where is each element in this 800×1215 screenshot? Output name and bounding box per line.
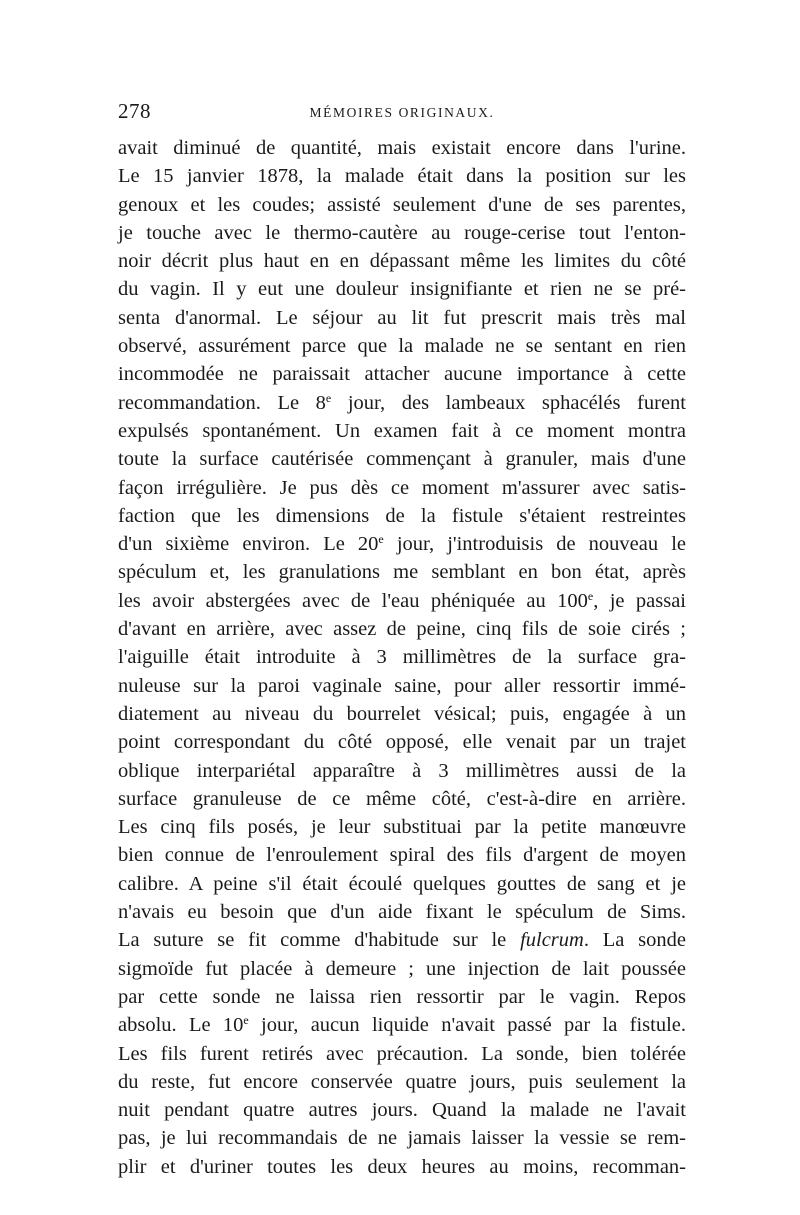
text-line: plir et d'uriner toutes les deux heures au moins, recomman- [118, 1155, 686, 1178]
text-line: spéculum et, les granulations me semblant en bon état, après [118, 561, 686, 584]
text-line: diatement au niveau du bourrelet vésical; puis, engagée à un [118, 702, 686, 725]
text-line: d'un sixième environ. Le 20e jour, j'introduisis de nouveau le [118, 532, 687, 556]
text-line: point correspondant du côté opposé, elle venait par un trajet [118, 731, 686, 754]
running-head: MÉMOIRES ORIGINAUX. [309, 105, 495, 120]
text-line: toute la surface cautérisée commençant à granuler, mais d'une [118, 448, 686, 471]
text-line: les avoir abstergées avec de l'eau phéniquée au 100e, je passai [118, 588, 686, 612]
text-line: absolu. Le 10e jour, aucun liquide n'avait passé par la fistule. [118, 1013, 686, 1037]
text-line: surface granuleuse de ce même côté, c'est-à-dire en arrière. [118, 787, 686, 810]
text-line: façon irrégulière. Je pus dès ce moment m'assurer avec satis- [118, 476, 686, 499]
text-line: sigmoïde fut placée à demeure ; une injection de lait poussée [118, 957, 686, 980]
text-line: par cette sonde ne laissa rien ressortir par le vagin. Repos [118, 985, 686, 1008]
text-line: faction que les dimensions de la fistule s'étaient restreintes [118, 504, 686, 527]
text-line: recommandation. Le 8e jour, des lambeaux sphacélés furent [118, 390, 686, 414]
body-text [118, 134, 686, 1181]
text-line: Le 15 janvier 1878, la malade était dans la position sur les [118, 165, 686, 188]
page-header [118, 96, 686, 126]
text-line: du vagin. Il y eut une douleur insignifiante et rien ne se pré- [118, 278, 686, 301]
text-line: l'aiguille était introduite à 3 millimètres de la surface gra- [118, 646, 686, 669]
text-line: oblique interpariétal apparaître à 3 millimètres aussi de la [118, 759, 686, 782]
text-line: expulsés spontanément. Un examen fait à ce moment montra [118, 419, 686, 442]
text-line: La suture se fit comme d'habitude sur le fulcrum. La sonde [118, 929, 686, 952]
text-line: observé, assurément parce que la malade ne se sentant en rien [118, 335, 686, 358]
text-line: Les fils furent retirés avec précaution. La sonde, bien tolérée [118, 1042, 686, 1065]
text-line: pas, je lui recommandais de ne jamais laisser la vessie se rem- [118, 1127, 686, 1150]
text-line: avait diminué de quantité, mais existait encore dans l'urine. [118, 137, 686, 159]
text-line: nuleuse sur la paroi vaginale saine, pour aller ressortir immé- [118, 674, 686, 697]
text-line: incommodée ne paraissait attacher aucune importance à cette [118, 363, 686, 386]
text-line: je touche avec le thermo-cautère au rouge-cerise tout l'enton- [118, 221, 686, 244]
text-line: calibre. A peine s'il était écoulé quelques gouttes de sang et je [118, 872, 686, 895]
page-number: 278 [118, 99, 151, 123]
text-line: n'avais eu besoin que d'un aide fixant le spéculum de Sims. [118, 901, 686, 924]
text-line: du reste, fut encore conservée quatre jours, puis seulement la [118, 1070, 686, 1093]
text-line: genoux et les coudes; assisté seulement d'une de ses parentes, [118, 193, 686, 216]
text-line: d'avant en arrière, avec assez de peine, cinq fils de soie cirés ; [118, 618, 686, 641]
text-line: senta d'anormal. Le séjour au lit fut prescrit mais très mal [118, 306, 686, 329]
text-line: bien connue de l'enroulement spiral des fils d'argent de moyen [118, 844, 686, 867]
text-line: Les cinq fils posés, je leur substituai par la petite manœuvre [118, 816, 686, 839]
text-line: noir décrit plus haut en en dépassant même les limites du côté [118, 250, 686, 273]
text-line: nuit pendant quatre autres jours. Quand la malade ne l'avait [118, 1099, 686, 1122]
